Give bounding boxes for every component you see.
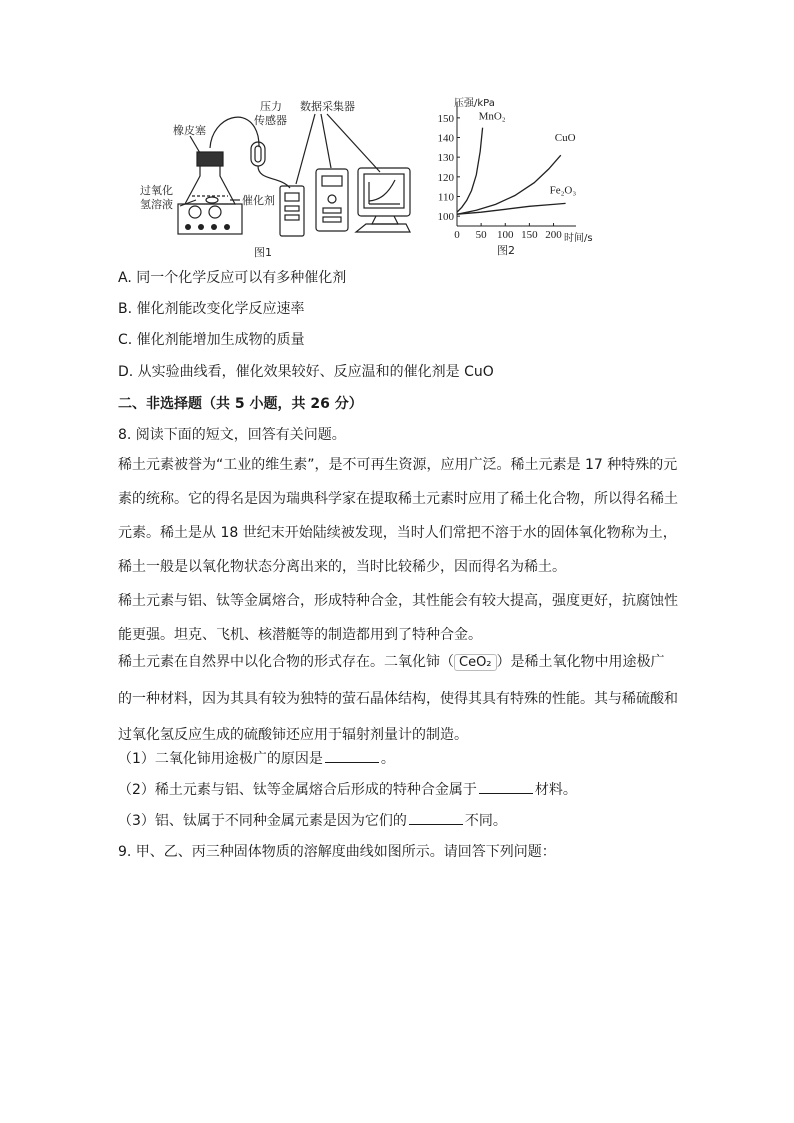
q8-paragraph-3-part-a: 稀土元素在自然界中以化合物的形式存在。二氧化铈（ — [118, 654, 454, 670]
rubber-stopper — [197, 152, 223, 166]
label-data-collector: 数据采集器 — [300, 100, 355, 113]
label-catalyst: 催化剂 — [242, 194, 275, 207]
figure-1-caption: 图1 — [254, 246, 272, 259]
figure-1-apparatus — [130, 96, 430, 261]
y-tick-label: 130 — [437, 152, 454, 165]
q8-paragraph-3-part-b: ）是稀土氧化物中用途极广的一种材料，因为其具有较为独特的萤石晶体结构，使得其具有特殊的性能。其与稀硫酸和过氧化氢反应生成的硫酸铈还应用于辐射剂量计的制造。 — [118, 654, 678, 743]
ceo2-formula: CeO₂ — [454, 654, 497, 671]
q8-sub-3-text: （3）铝、钛属于不同种金属元素是因为它们的 — [118, 813, 407, 829]
q8-paragraph-1: 稀土元素被誉为“工业的维生素”，是不可再生资源，应用广泛。稀土元素是 17 种特殊的元素的统称。它的得名是因为瑞典科学家在提取稀土元素时应用了稀土化合物，所以得名稀土元素。稀土是从 18 世纪末开始陆续被发现，当时人们常把不溶于水的固体氧化物称为土，稀土一般是以氧化物状态分离出来的，当时比较稀少，因而得名为稀土。 — [118, 457, 678, 575]
series-line-2 — [457, 203, 566, 214]
option-d: D. 从实验曲线看，催化效果较好、反应温和的催化剂是 CuO — [118, 364, 494, 380]
y-tick-label: 120 — [437, 171, 454, 184]
y-tick-label: 140 — [437, 132, 454, 145]
conical-flask — [185, 166, 235, 204]
x-tick-label: 200 — [545, 229, 562, 241]
q8-sub-2-end: 材料。 — [534, 782, 577, 798]
y-tick-label: 110 — [437, 191, 454, 204]
q8-sub-3-end: 不同。 — [464, 813, 507, 829]
option-a: A. 同一个化学反应可以有多种催化剂 — [118, 270, 347, 286]
figure-2-chart — [420, 96, 600, 261]
question-9-title: 9. 甲、乙、丙三种固体物质的溶解度曲线如图所示。请回答下列问题： — [118, 844, 556, 860]
label-pressure-sensor-2: 传感器 — [254, 114, 287, 127]
option-b: B. 催化剂能改变化学反应速率 — [118, 301, 305, 317]
x-axis-label: 时间/s — [564, 233, 593, 244]
q8-sub-1-text: （1）二氧化铈用途极广的原因是 — [118, 751, 323, 767]
x-tick-label: 50 — [475, 229, 487, 241]
series-line-0 — [457, 128, 483, 213]
q8-sub-3 — [118, 810, 507, 831]
question-8-title: 8. 阅读下面的短文，回答有关问题。 — [118, 427, 346, 443]
label-h2o2-2: 氢溶液 — [140, 198, 173, 211]
y-axis-label: 压强/kPa — [454, 98, 495, 109]
section-2-title: 二、非选择题（共 5 小题，共 26 分） — [118, 396, 363, 412]
y-tick-label: 100 — [437, 211, 454, 224]
series-label-2: Fe₂O₃ — [549, 184, 577, 197]
answer-blank-3[interactable] — [409, 810, 463, 825]
x-tick-label: 150 — [521, 229, 538, 241]
q8-sub-2 — [118, 779, 577, 800]
q8-sub-1-end: 。 — [380, 751, 395, 767]
x-tick-label: 0 — [454, 229, 460, 241]
answer-blank-1[interactable] — [325, 748, 379, 763]
series-label-0: MnO₂ — [478, 110, 506, 123]
label-h2o2-1: 过氧化 — [140, 184, 173, 197]
computer-monitor — [358, 168, 410, 216]
figure-2-caption: 图2 — [497, 244, 515, 257]
option-c: C. 催化剂能增加生成物的质量 — [118, 332, 305, 348]
q8-sub-2-text: （2）稀土元素与铝、钛等金属熔合后形成的特种合金属于 — [118, 782, 477, 798]
label-rubber-stopper: 橡皮塞 — [173, 124, 206, 137]
rubber-tube — [210, 117, 260, 148]
label-pressure-sensor-1: 压力 — [260, 100, 282, 113]
x-tick-label: 100 — [497, 229, 514, 241]
q8-paragraph-3 — [118, 644, 678, 753]
answer-blank-2[interactable] — [479, 779, 533, 794]
y-tick-label: 150 — [437, 112, 454, 125]
q8-paragraph-2: 稀土元素与铝、钛等金属熔合，形成特种合金，其性能会有较大提高，强度更好，抗腐蚀性能更强。坦克、飞机、核潜艇等的制造都用到了特种合金。 — [118, 593, 678, 643]
series-label-1: CuO — [554, 132, 576, 145]
q8-sub-1 — [118, 748, 395, 769]
